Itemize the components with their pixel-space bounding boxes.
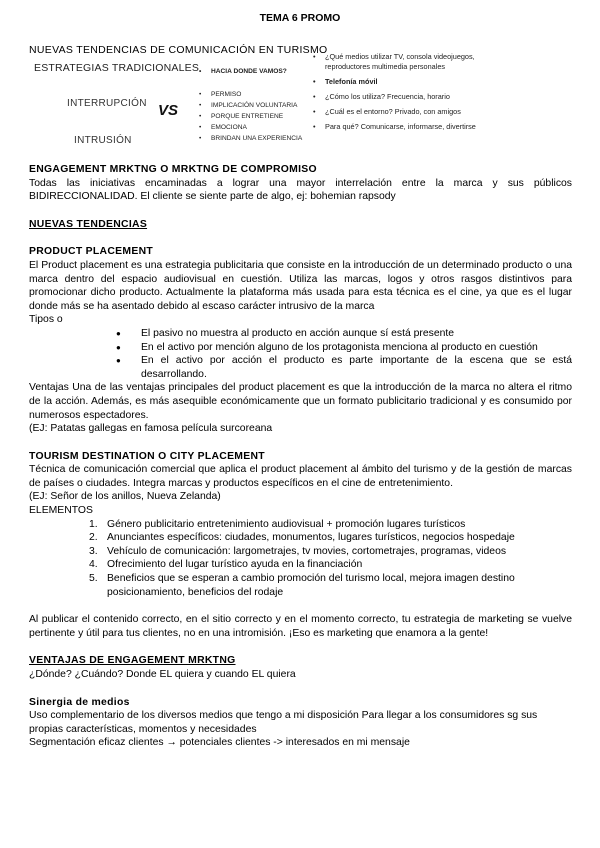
segmentacion-text: Segmentación eficaz clientes → potenciales clientes -> interesados en mi mensaje: [29, 737, 410, 749]
item-number: 1.: [89, 518, 98, 530]
ventajas-engagement-heading: VENTAJAS DE ENGAGEMENT MRKTNG: [29, 655, 236, 667]
list-item: ● En el activo por acción el producto es parte importante de la escena que se está desarrollando.: [29, 354, 572, 381]
diagram-center-list: [199, 60, 302, 144]
list-item: • BRINDAN UNA EXPERIENCIA: [199, 133, 302, 144]
item-text: Ofrecimiento del lugar turístico ayuda en la financiación: [107, 559, 363, 571]
item-number: 2.: [89, 532, 98, 544]
ventajas-engagement-text: ¿Dónde? ¿Cuándo? Donde EL quiera y cuando EL quiera: [29, 669, 296, 680]
diagram-label-intrusion: INTRUSIÓN: [74, 135, 132, 146]
engagement-heading: ENGAGEMENT MRKTNG O MRKTNG DE COMPROMISO: [29, 164, 317, 175]
ventajas-text: Ventajas Una de las ventajas principales del product placement es que la introducción de la marca no altera el ritmo de la acción. Además, es más asequible económicamente que un formato publicitario tradicional y es consumido por numerosos espectadores.: [29, 382, 572, 421]
sinergia-text: Uso complementario de los diversos medios que tengo a mi disposición Para llegar a los consumidores sg sus propias características, momentos y necesidades: [29, 710, 538, 735]
list-item: ● En el activo por mención alguno de los protagonista menciona al producto en cuestión: [29, 341, 572, 355]
item-number: 4.: [89, 559, 98, 571]
list-item: [29, 572, 572, 599]
engagement-text: Todas las iniciativas encaminadas a lograr una mayor interrelación entre la marca y sus públicos BIDIRECCIONALIDAD. El cliente se siente parte de algo, ej: bohemian rapsody: [29, 177, 572, 203]
list-item: • ¿Qué medios utilizar TV, consola videojuegos, reproductores multimedia personales: [313, 52, 513, 72]
item-number: 5.: [89, 573, 98, 585]
closing-paragraph: Al publicar el contenido correcto, en el sitio correcto y en el momento correcto, tu estrategia de marketing se vuelve pertinente y útil para tus clientes, no en una intromisión. ¡Eso es marketing que enamora a la gente!: [29, 614, 572, 639]
item-text: Anunciantes específicos: ciudades, monumentos, lugares turísticos, negocios hospedaje: [107, 532, 515, 544]
list-item: • HACIA DONDE VAMOS?: [199, 66, 302, 77]
diagram-vs-label: VS: [158, 102, 179, 119]
product-placement-heading: PRODUCT PLACEMENT: [29, 246, 154, 258]
page-title: TEMA 6 PROMO: [259, 12, 341, 24]
list-item: • EMOCIONA: [199, 122, 302, 133]
product-placement-example: (EJ: Patatas gallegas en famosa película surcoreana: [29, 423, 273, 435]
item-number: 3.: [89, 545, 98, 557]
elementos-list: [29, 518, 572, 600]
product-placement-text: El Product placement es una estrategia publicitaria que consiste en la introducción de un determinado producto o una marca dentro del espacio audiovisual en cuestión. Utiliza las marcas, logos y otros rasgos distintivos para promocionar dicho producto. Actualmente la plataforma más usada para esta técnica es el cine, ya que es el lugar donde más se ha asentado debido al escaso carácter intrusivo de la marca: [29, 259, 572, 312]
tourism-text: Técnica de comunicación comercial que aplica el product placement al ámbito del turismo y de la gestión de marcas de países o ciudades. Integra marcas y productos específicos en el cine de entretenimiento.: [29, 464, 572, 489]
list-item: [29, 558, 572, 572]
item-text: Vehículo de comunicación: largometrajes, tv movies, cortometrajes, programas, videos: [107, 545, 507, 557]
list-item: • PERMISO: [199, 89, 302, 100]
tipos-label: Tipos o: [29, 314, 63, 326]
nuevas-tendencias-heading: NUEVAS TENDENCIAS: [29, 218, 148, 230]
item-text: Género publicitario entretenimiento audiovisual + promoción lugares turísticos: [107, 518, 466, 530]
diagram-label-traditional: ESTRATEGIAS TRADICIONALES: [34, 62, 200, 74]
section-heading-nuevas-tendencias-comunicacion: NUEVAS TENDENCIAS DE COMUNICACIÓN EN TURISMO: [29, 44, 328, 56]
tipos-list: [29, 327, 572, 381]
tourism-heading: TOURISM DESTINATION O CITY PLACEMENT: [29, 450, 265, 462]
diagram-label-interruption: INTERRUPCIÓN: [67, 98, 147, 109]
list-item: • Para qué? Comunicarse, informarse, divertirse: [313, 122, 513, 132]
list-item: • IMPLICACIÓN VOLUNTARIA: [199, 100, 302, 111]
sinergia-heading: Sinergia de medios: [29, 696, 130, 708]
list-item: ● El pasivo no muestra al producto en acción aunque sí está presente: [29, 327, 572, 341]
list-item: • PORQUE ENTRETIENE: [199, 111, 302, 122]
tourism-example: (EJ: Señor de los anillos, Nueva Zelanda): [29, 491, 221, 503]
list-item: [29, 531, 572, 545]
list-item: • ¿Cómo los utiliza? Frecuencia, horario: [313, 92, 513, 102]
document-body: [29, 163, 572, 750]
list-item: • ¿Cuál es el entorno? Privado, con amigos: [313, 107, 513, 117]
list-item: [29, 518, 572, 532]
item-text: Beneficios que se esperan a cambio promoción del turismo local, mejora imagen destino posicionamiento, beneficios del rodaje: [107, 573, 515, 598]
list-item: • Telefonía móvil: [313, 77, 513, 87]
diagram-right-list: [313, 54, 513, 137]
list-item: [29, 545, 572, 559]
elementos-label: ELEMENTOS: [29, 505, 93, 517]
strategy-diagram: [29, 60, 309, 160]
